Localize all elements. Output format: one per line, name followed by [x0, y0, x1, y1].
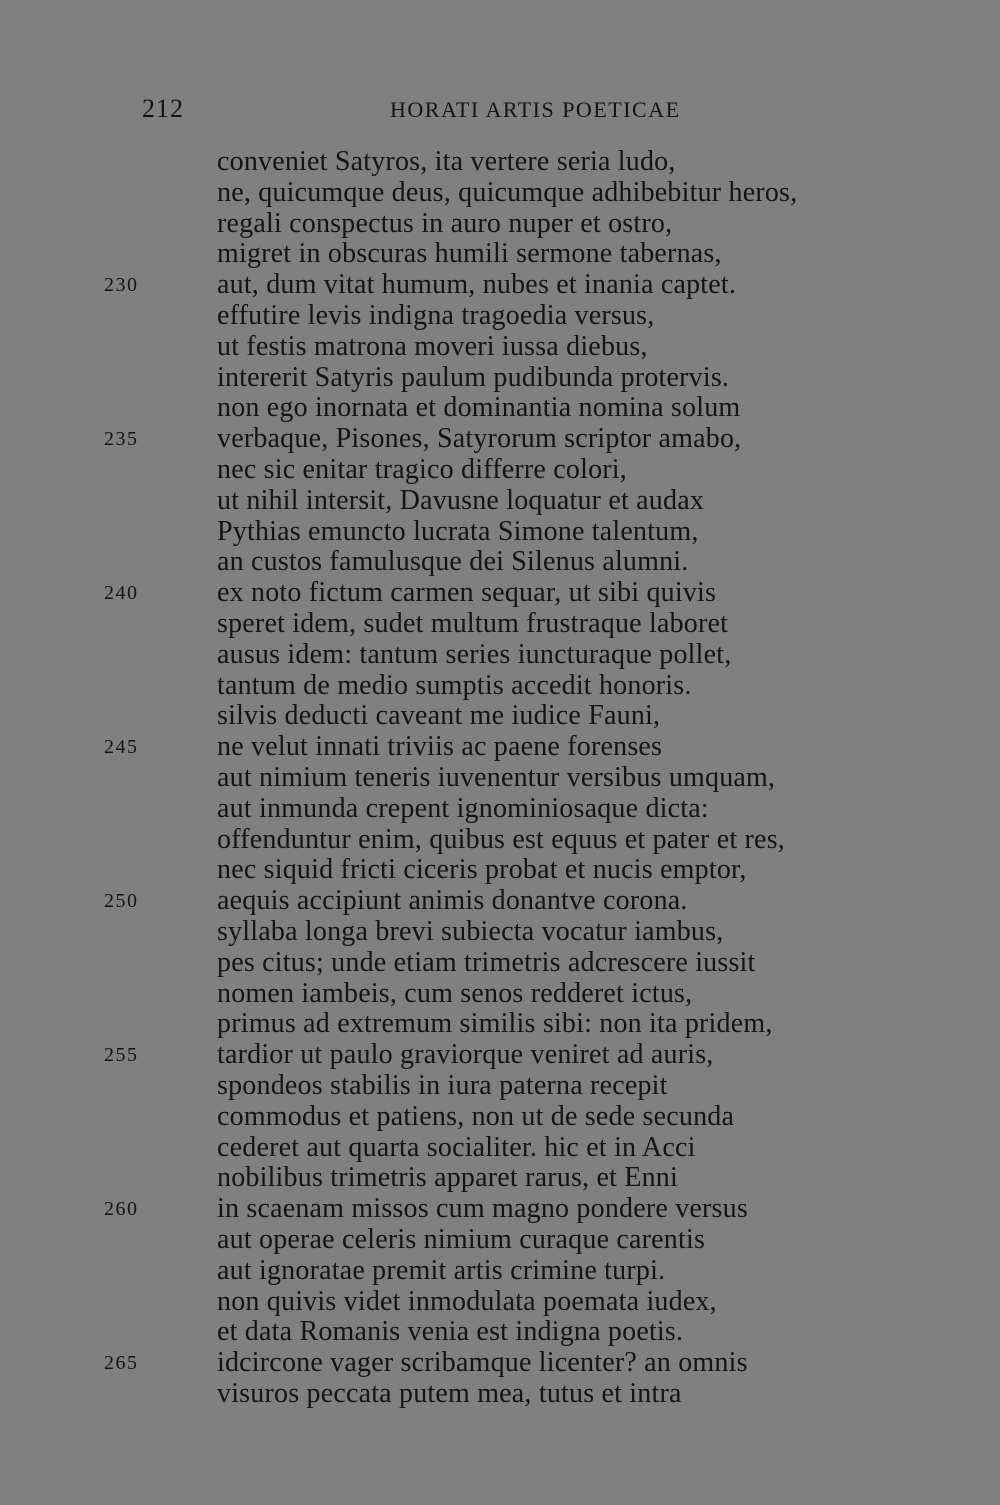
- verse-text: ne, quicumque deus, quicumque adhibebitur heros,: [217, 176, 798, 208]
- verse-line: [0, 639, 1000, 670]
- verse-text: nomen iambeis, cum senos redderet ictus,: [217, 977, 693, 1009]
- verse-text: primus ad extremum similis sibi: non ita pridem,: [217, 1008, 773, 1040]
- verse-line: [0, 577, 1000, 608]
- verse-line: [0, 208, 1000, 239]
- verse-line: [0, 1316, 1000, 1347]
- verse-text: cederet aut quarta socialiter. hic et in Acci: [217, 1131, 696, 1163]
- verse-text: aequis accipiunt animis donantve corona.: [217, 885, 688, 917]
- verse-line: [0, 1101, 1000, 1132]
- verse-line: [0, 392, 1000, 423]
- verse-text: an custos famulusque dei Silenus alumni.: [217, 546, 689, 578]
- verse-line: [0, 423, 1000, 454]
- verse-line: [0, 762, 1000, 793]
- page-number: 212: [142, 94, 184, 123]
- verse-text: pes citus; unde etiam trimetris adcrescere iussit: [217, 946, 756, 978]
- verse-text: visuros peccata putem mea, tutus et intra: [217, 1378, 682, 1409]
- line-number: 240: [104, 582, 139, 605]
- verse-text: effutire levis indigna tragoedia versus,: [217, 300, 655, 331]
- verse-line: [0, 485, 1000, 516]
- verse-line: [0, 1255, 1000, 1286]
- verse-text: Pythias emuncto lucrata Simone talentum,: [217, 515, 699, 547]
- verse-text: syllaba longa brevi subiecta vocatur iambus,: [217, 916, 724, 947]
- verse-line: [0, 177, 1000, 208]
- verse-line: [0, 1224, 1000, 1255]
- line-number: 250: [104, 890, 139, 913]
- verse-line: [0, 146, 1000, 177]
- verse-line: [0, 269, 1000, 300]
- verse-line: [0, 362, 1000, 393]
- verse-line: [0, 608, 1000, 639]
- verse-line: [0, 700, 1000, 731]
- verse-text: ut nihil intersit, Davusne loquatur et audax: [217, 484, 705, 516]
- verse-text: intererit Satyris paulum pudibunda protervis.: [217, 361, 730, 393]
- verse-text: tardior ut paulo graviorque veniret ad auris,: [217, 1039, 714, 1071]
- verse-line: [0, 947, 1000, 978]
- verse-text: migret in obscuras humili sermone tabernas,: [217, 238, 722, 270]
- verse-text: offenduntur enim, quibus est equus et pater et res,: [217, 823, 785, 855]
- line-number: 260: [104, 1198, 139, 1221]
- verse-line: [0, 978, 1000, 1009]
- line-number: 245: [104, 736, 139, 759]
- verse-text: nobilibus trimetris apparet rarus, et Enni: [217, 1162, 678, 1194]
- verse-text: tantum de medio sumptis accedit honoris.: [217, 669, 692, 701]
- verse-line: [0, 546, 1000, 577]
- verse-line: [0, 516, 1000, 547]
- verse-line: [0, 1286, 1000, 1317]
- verse-text: ausus idem: tantum series iuncturaque pollet,: [217, 638, 732, 670]
- verse-text: nec sic enitar tragico differre colori,: [217, 454, 627, 485]
- verse-line: [0, 1193, 1000, 1224]
- verse-text: commodus et patiens, non ut de sede secunda: [217, 1100, 735, 1132]
- verse-line: [0, 238, 1000, 269]
- verse-line: [0, 854, 1000, 885]
- verse-line: [0, 731, 1000, 762]
- page-header: [0, 94, 1000, 128]
- verse-text: aut inmunda crepent ignominiosaque dicta:: [217, 792, 709, 824]
- verse-text: aut, dum vitat humum, nubes et inania captet.: [217, 269, 737, 301]
- verse-line: [0, 1378, 1000, 1409]
- verse-text: idcircone vager scribamque licenter? an omnis: [217, 1347, 748, 1379]
- verse-line: [0, 1347, 1000, 1378]
- verse-text: non ego inornata et dominantia nomina solum: [217, 392, 741, 424]
- verse-line: [0, 454, 1000, 485]
- verse-line: [0, 331, 1000, 362]
- verse-text: ut festis matrona moveri iussa diebus,: [217, 330, 648, 362]
- verse-text: aut operae celeris nimium curaque carentis: [217, 1224, 706, 1255]
- verse-line: [0, 1008, 1000, 1039]
- verse-text: nec siquid fricti ciceris probat et nucis emptor,: [217, 854, 747, 886]
- verse-text: non quivis videt inmodulata poemata iudex,: [217, 1285, 717, 1317]
- verse-text: ne velut innati triviis ac paene forenses: [217, 731, 663, 763]
- verse-text: verbaque, Pisones, Satyrorum scriptor amabo,: [217, 423, 742, 455]
- verse-line: [0, 1070, 1000, 1101]
- verse-line: [0, 670, 1000, 701]
- verse-line: [0, 300, 1000, 331]
- verse-text: ex noto fictum carmen sequar, ut sibi quivis: [217, 577, 717, 609]
- running-title: HORATI ARTIS POETICAE: [390, 97, 681, 122]
- verse-line: [0, 916, 1000, 947]
- verse-line: [0, 793, 1000, 824]
- verse-line: [0, 1132, 1000, 1163]
- verse-text: silvis deducti caveant me iudice Fauni,: [217, 700, 661, 732]
- verse-text: regali conspectus in auro nuper et ostro,: [217, 207, 673, 239]
- line-number: 230: [104, 274, 139, 297]
- verse-text: aut nimium teneris iuvenentur versibus umquam,: [217, 762, 776, 793]
- line-number: 265: [104, 1352, 139, 1375]
- verse-text: et data Romanis venia est indigna poetis.: [217, 1316, 684, 1348]
- line-number: 235: [104, 428, 139, 451]
- verse-text: spondeos stabilis in iura paterna recepit: [217, 1070, 668, 1101]
- verse-text: aut ignoratae premit artis crimine turpi.: [217, 1254, 666, 1286]
- verse-text: in scaenam missos cum magno pondere versus: [217, 1193, 748, 1225]
- verse-line: [0, 1039, 1000, 1070]
- verse-line: [0, 885, 1000, 916]
- verse-text: speret idem, sudet multum frustraque laboret: [217, 608, 729, 639]
- line-number: 255: [104, 1044, 139, 1067]
- verse-line: [0, 1162, 1000, 1193]
- verse-line: [0, 824, 1000, 855]
- verse-text: conveniet Satyros, ita vertere seria ludo,: [217, 146, 676, 177]
